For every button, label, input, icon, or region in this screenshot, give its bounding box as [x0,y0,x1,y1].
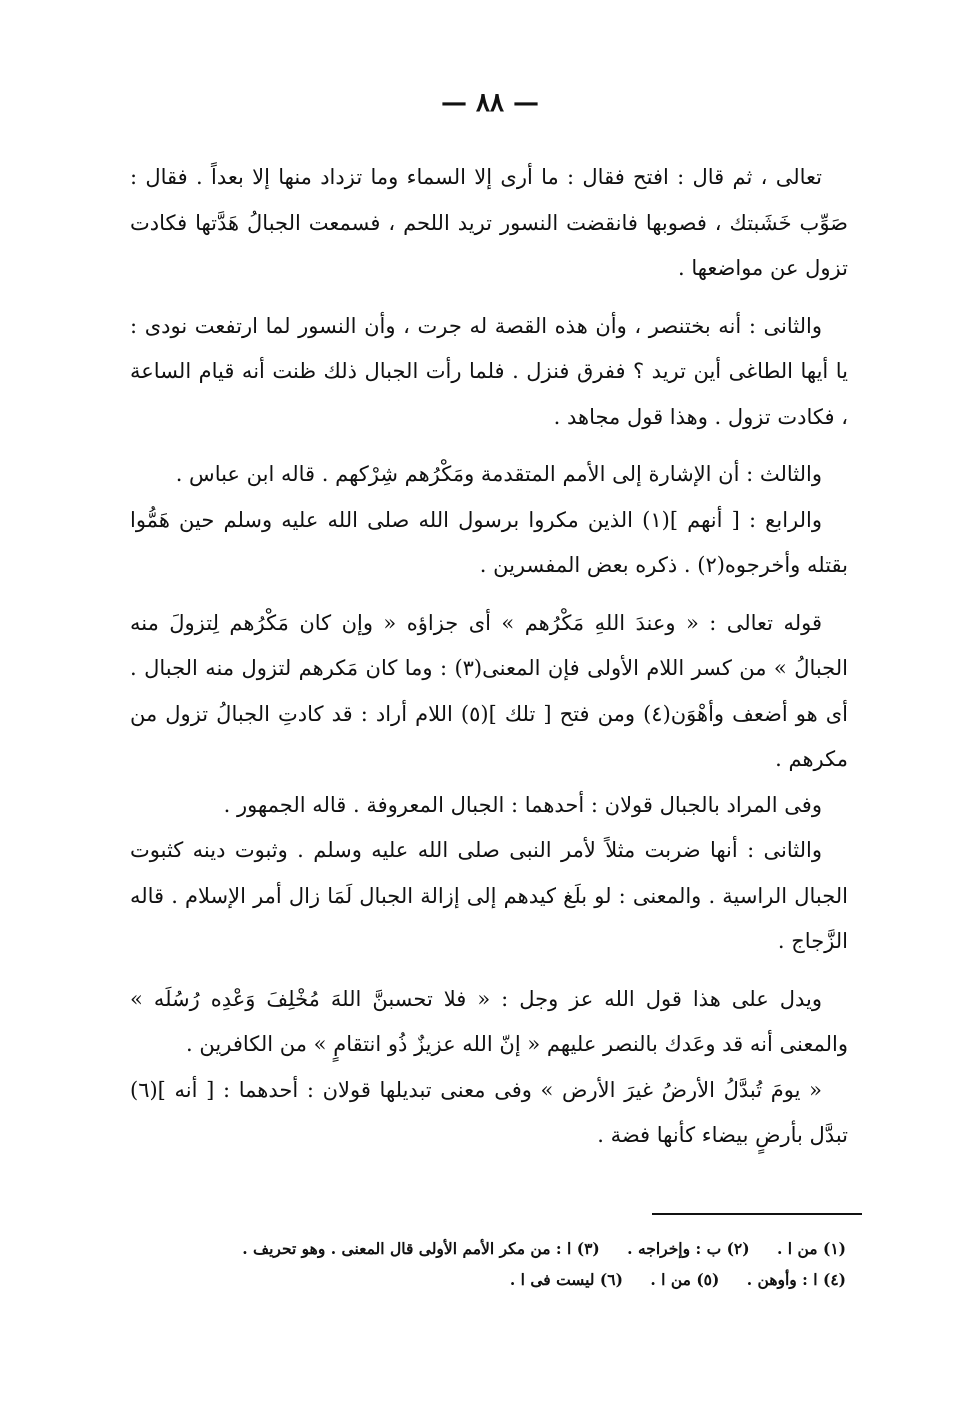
footnote-1: (١) من ا . [777,1239,846,1258]
footnote-4: (٤) ا : وأوهن . [746,1270,846,1289]
paragraph-6: وفى المراد بالجبال قولان : أحدهما : الجبال المعروفة . قاله الجمهور . [223,792,822,817]
page-number: — ٨٨ — [440,88,540,118]
paragraph-3: والثالث : أن الإشارة إلى الأمم المتقدمة ومَكْرُهم شِرْكهم . قاله ابن عباس . [175,462,822,486]
paragraph-1: تعالى ، ثم قال : افتح فقال : ما أرى إلا السماء وما تزداد منها إلا بعداً . فقال : صَوِّب خَشَبتك ، فصوبها فانقضت النسور تريد اللحم ، فسمعت الجبالُ هَدَّتها فكادت تزول عن مواضعها . [130,165,848,280]
footnote-3: (٣) ا : من مكر الأمم الأولى قال المعنى . وهو تحريف . [242,1239,600,1258]
paragraph-7: والثانى : أنها ضربت مثلاً لأمر النبى صلى الله عليه وسلم . وثبوت دينه كثبوت الجبال الراسية . والمعنى : لو بلَغ كيدهم إلى إزالة الجبال لَمَا زال أمر الإسلام . قاله الزَّجاج . [130,838,848,953]
footnote-2: (٢) ب : وإخراجه . [627,1239,750,1258]
footnotes [118,1233,846,1295]
paragraph-8: ويدل على هذا قول الله عز وجل : « فلا تحسبنَّ اللهَ مُخْلِفَ وَعْدِه رُسُلَه » والمعنى أنه قد وعَدك بالنصر عليهم « إنّ الله عزيزٌ ذُو انتقامٍ » من الكافرين . [130,986,848,1056]
footnote-6: (٦) ليست فى ا . [509,1270,623,1289]
paragraph-5: قوله تعالى : « وعندَ اللهِ مَكْرُهم » أى جزاؤه « وإن كان مَكْرُهم لِتزولَ منه الجبالُ » من كسر اللام الأولى فإن المعنى(٣) : وما كان مَكرهم لتزول منه الجبال . أى هو أضعف وأهْوَن(٤) ومن فتح [ تلك ](٥) اللام أراد : قد كادتِ الجبالُ تزول من مكرهم . [130,610,848,771]
paragraph-2: والثانى : أنه بختنصر ، وأن هذه القصة له جرت ، وأن النسور لما ارتفعت نودى : يا أيها الطاغى أين تريد ؟ ففرق فنزل . فلما رأت الجبال ذلك ظنت أنه قيام الساعة ، فكادت تزول . وهذا قول مجاهد . [130,313,848,429]
paragraph-9: « يومَ تُبدَّلُ الأرضُ غيرَ الأرض » وفى معنى تبديلها قولان : أحدهما : [ أنه ](٦) تبدَّل بأرضٍ بيضاء كأنها فضة . [130,1077,848,1147]
footnote-separator [652,1213,862,1215]
main-text [130,155,848,1159]
footnote-line-1 [118,1233,846,1264]
footnote-line-2 [118,1264,846,1295]
footnote-5: (٥) من ا . [650,1270,720,1289]
paragraph-4: والرابع : [ أنهم ](١) الذين مكروا برسول الله صلى الله عليه وسلم حين هَمُّوا بقتله وأخرجوه(٢) . ذكره بعض المفسرين . [130,507,848,577]
